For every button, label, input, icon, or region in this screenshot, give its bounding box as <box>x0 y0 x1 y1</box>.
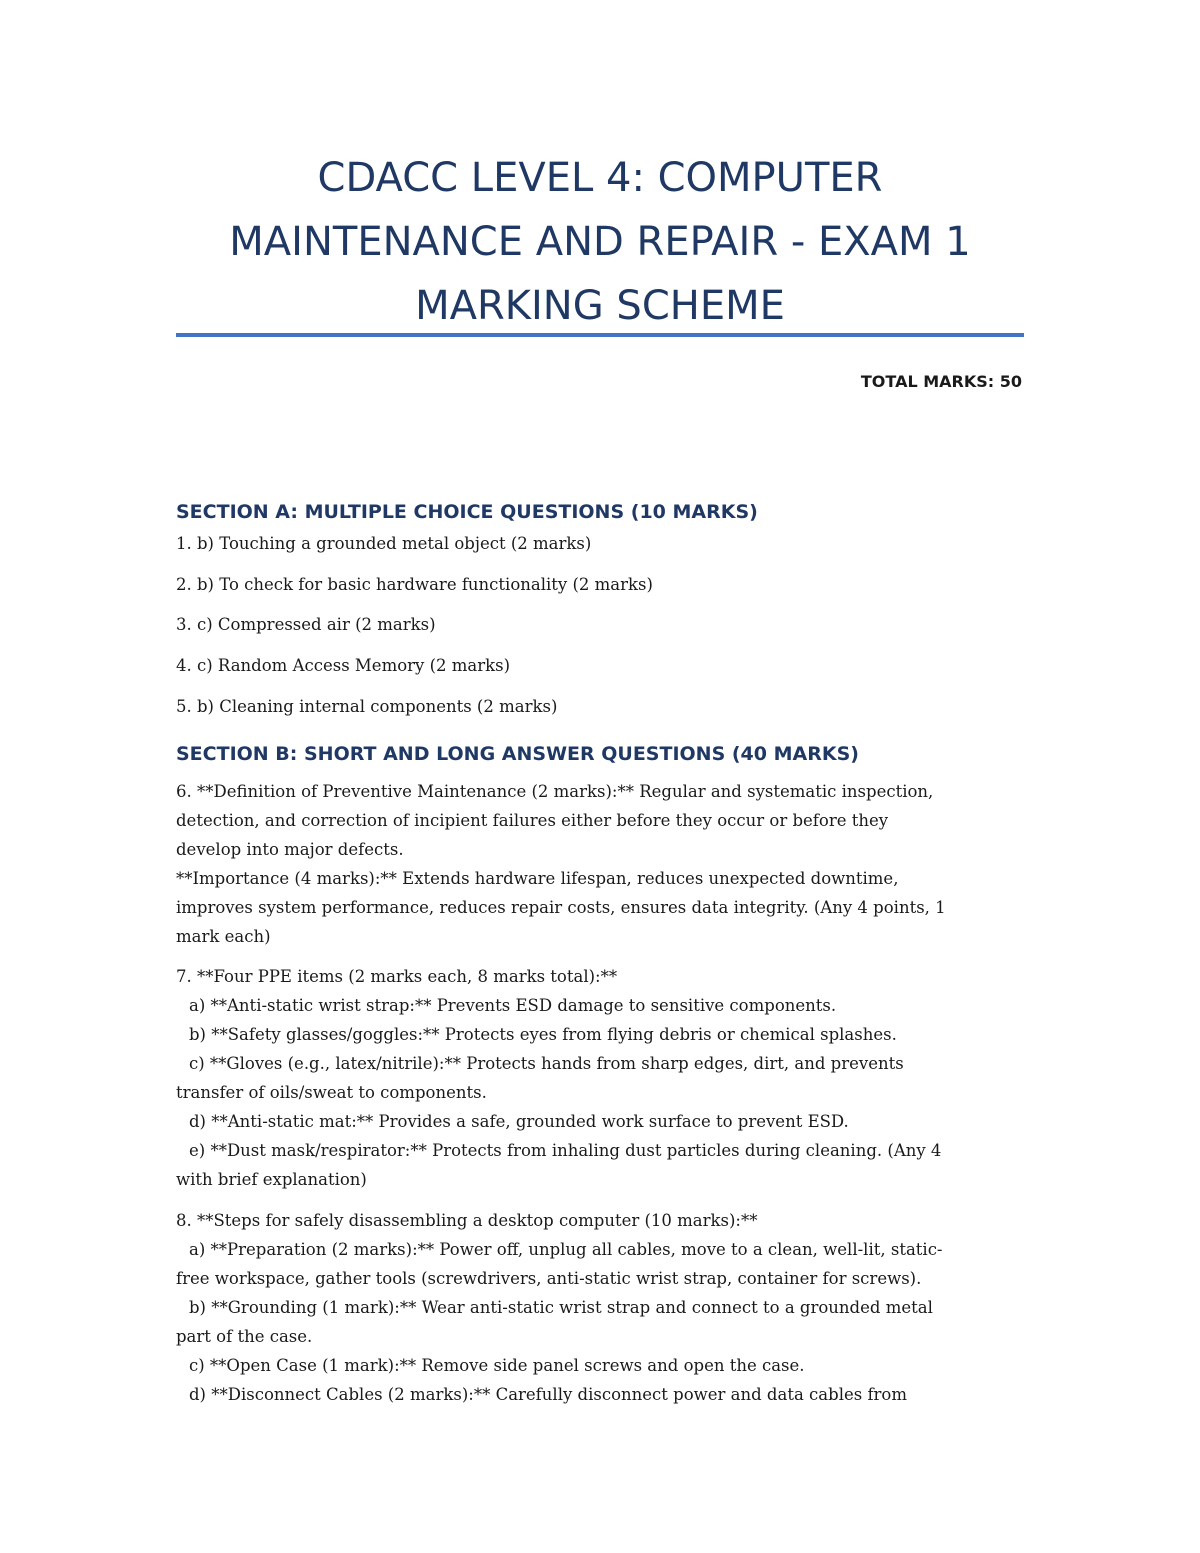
mcq-answer-3: 3. c) Compressed air (2 marks) <box>176 615 436 634</box>
q8-item-a: a) **Preparation (2 marks):** Power off, unplug all cables, move to a clean, well-lit, static- <box>189 1240 943 1259</box>
q8-item-d: d) **Disconnect Cables (2 marks):** Carefully disconnect power and data cables from <box>189 1385 908 1404</box>
q6-line: detection, and correction of incipient failures either before they occur or before they <box>176 811 889 830</box>
q6-line: improves system performance, reduces repair costs, ensures data integrity. (Any 4 points, 1 <box>176 898 946 917</box>
q8-line: free workspace, gather tools (screwdrivers, anti-static wrist strap, container for screws). <box>176 1269 922 1288</box>
q7-item-c: c) **Gloves (e.g., latex/nitrile):** Protects hands from sharp edges, dirt, and prevents <box>189 1054 904 1073</box>
mcq-answer-5: 5. b) Cleaning internal components (2 marks) <box>176 697 558 716</box>
title-line-1: CDACC LEVEL 4: COMPUTER <box>317 155 883 201</box>
q7-line: transfer of oils/sweat to components. <box>176 1083 487 1102</box>
q7-item-d: d) **Anti-static mat:** Provides a safe, grounded work surface to prevent ESD. <box>189 1112 849 1131</box>
document-title <box>176 146 1024 338</box>
q6-line: develop into major defects. <box>176 840 404 859</box>
mcq-answer-4: 4. c) Random Access Memory (2 marks) <box>176 656 511 675</box>
q6-line: **Importance (4 marks):** Extends hardware lifespan, reduces unexpected downtime, <box>176 869 899 888</box>
question-6-answer <box>176 777 1024 951</box>
title-divider <box>176 333 1024 337</box>
mcq-answer-1: 1. b) Touching a grounded metal object (2 marks) <box>176 534 592 553</box>
q7-item-e: e) **Dust mask/respirator:** Protects from inhaling dust particles during cleaning. (Any 4 <box>189 1141 942 1160</box>
title-line-2: MAINTENANCE AND REPAIR - EXAM 1 <box>229 219 971 265</box>
section-b-heading: SECTION B: SHORT AND LONG ANSWER QUESTIONS (40 MARKS) <box>176 743 859 765</box>
q6-line: mark each) <box>176 927 271 946</box>
q6-line: 6. **Definition of Preventive Maintenance (2 marks):** Regular and systematic inspection, <box>176 782 934 801</box>
q8-line: part of the case. <box>176 1327 313 1346</box>
question-8-answer <box>176 1206 1024 1409</box>
total-marks: TOTAL MARKS: 50 <box>860 372 1022 391</box>
question-7-answer <box>176 962 1024 1194</box>
q8-item-c: c) **Open Case (1 mark):** Remove side panel screws and open the case. <box>189 1356 805 1375</box>
q8-line: 8. **Steps for safely disassembling a desktop computer (10 marks):** <box>176 1211 758 1230</box>
q7-line: 7. **Four PPE items (2 marks each, 8 marks total):** <box>176 967 618 986</box>
q7-item-b: b) **Safety glasses/goggles:** Protects eyes from flying debris or chemical splashes. <box>189 1025 897 1044</box>
mcq-answer-2: 2. b) To check for basic hardware functionality (2 marks) <box>176 575 653 594</box>
q7-item-a: a) **Anti-static wrist strap:** Prevents ESD damage to sensitive components. <box>189 996 837 1015</box>
section-a-heading: SECTION A: MULTIPLE CHOICE QUESTIONS (10 MARKS) <box>176 501 758 523</box>
q7-line: with brief explanation) <box>176 1170 367 1189</box>
title-line-3: MARKING SCHEME <box>415 283 785 329</box>
q8-item-b: b) **Grounding (1 mark):** Wear anti-static wrist strap and connect to a grounded metal <box>189 1298 933 1317</box>
